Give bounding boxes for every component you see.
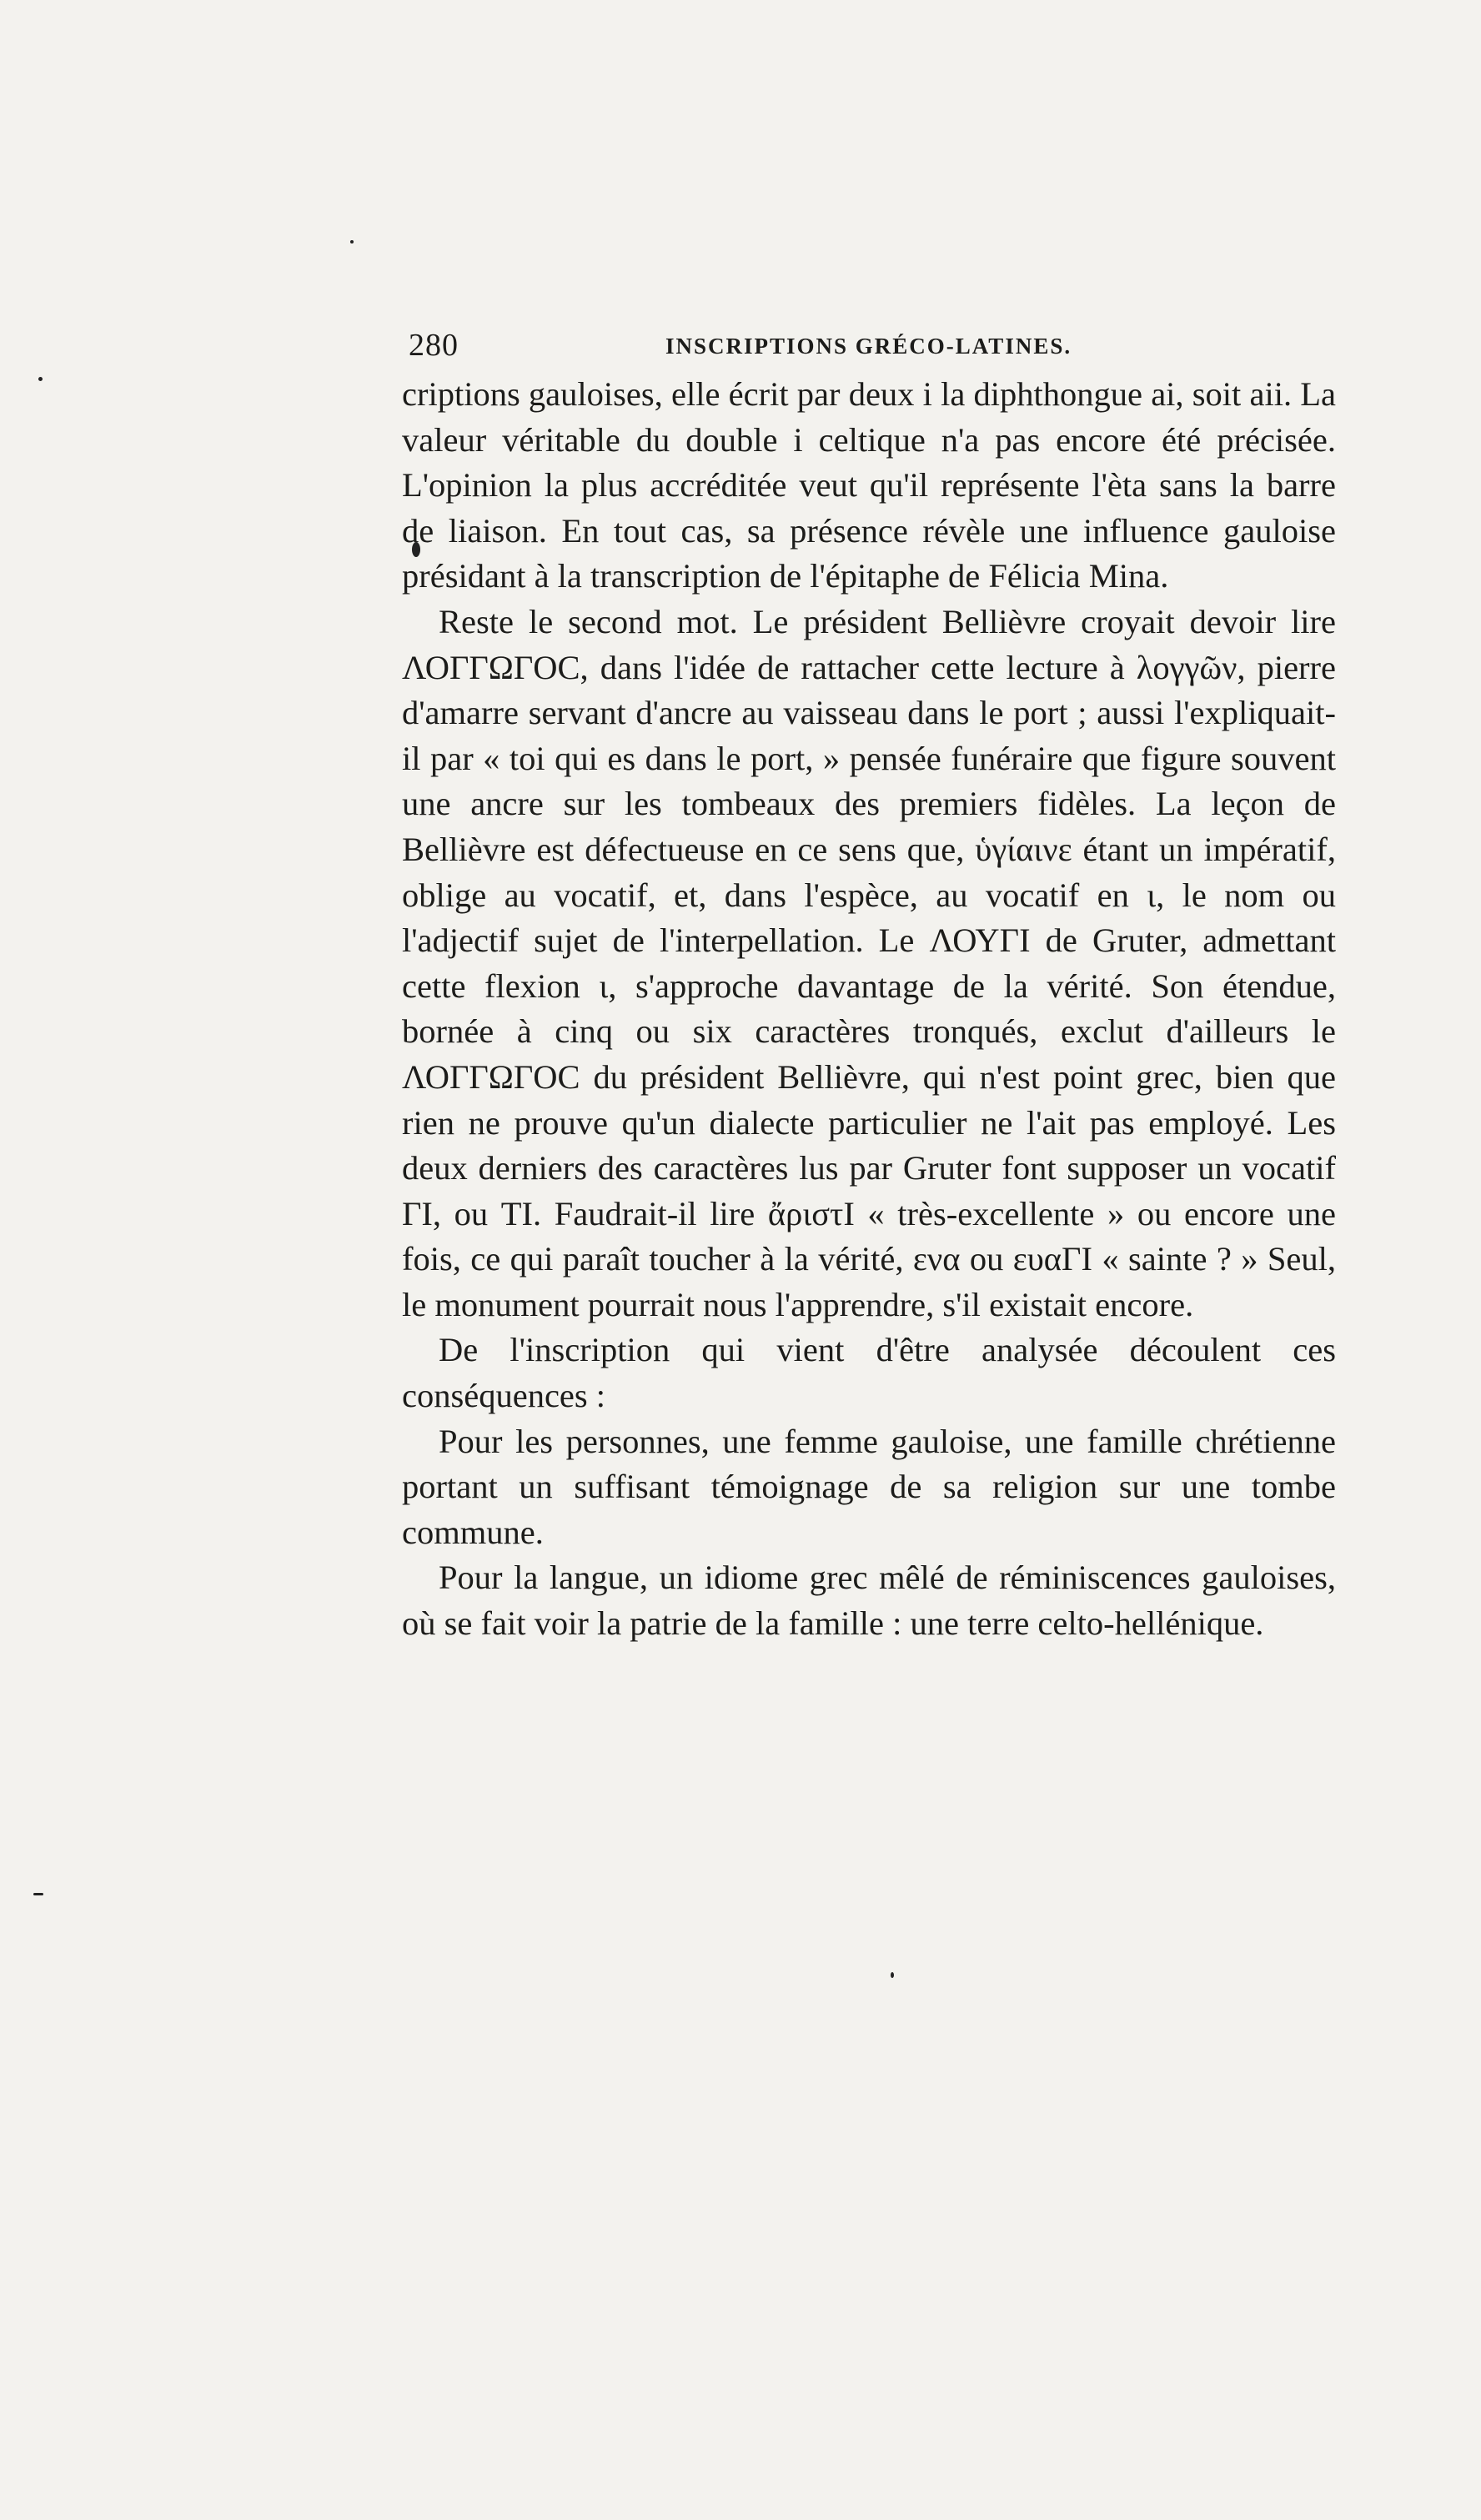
ink-dot xyxy=(33,1893,43,1895)
page-number: 280 xyxy=(409,328,459,363)
paragraph-continuation: criptions gauloises, elle écrit par deux i la diphthongue ai, soit aii. La valeur véritable du double i celtique n'a pas encore été précisée. L'opinion la plus accréditée veut qu'il représente l'èta sans la barre de liaison. En tout cas, sa présence révèle une influence gauloise présidant à la transcription de l'épitaphe de Félicia Mina. xyxy=(402,375,1336,595)
ink-dot xyxy=(891,1972,894,1978)
paragraph-reste-le-second-mot: Reste le second mot. Le président Bellièvre croyait devoir lire ΛΟΓΓΩΓΟC, dans l'idée de rattacher cette lecture à λογγῶν, pierre d'amarre servant d'ancre au vaisseau dans le port ; aussi l'expliquait-il par « toi qui es dans le port, » pensée funéraire que figure souvent une ancre sur les tombeaux des premiers fidèles. La leçon de Bellièvre est défectueuse en ce sens que, ὑγίαινε étant un impératif, oblige au vocatif, et, dans l'espèce, au vocatif en ι, le nom ou l'adjectif sujet de l'interpellation. Le ΛΟΥΓΙ de Gruter, admettant cette flexion ι, s'approche davantage de la vérité. Son étendue, bornée à cinq ou six caractères tronqués, exclut d'ailleurs le ΛΟΓΓΩΓΟC du président Bellièvre, qui n'est point grec, bien que rien ne prouve qu'un dialecte particulier ne l'ait pas employé. Les deux derniers des caractères lus par Gruter font supposer un vocatif ΓΙ, ou ΤΙ. Faudrait-il lire ἄριστΙ « très-excellente » ou encore une fois, ce qui paraît toucher à la vérité, ενα ou ευαΓΙ « sainte ? » Seul, le monument pourrait nous l'apprendre, s'il existait encore. xyxy=(402,602,1336,1323)
paragraph-personnes: Pour les personnes, une femme gauloise, une famille chrétienne portant un suffisant témoignage de sa religion sur une tombe commune. xyxy=(402,1422,1336,1551)
ink-dot xyxy=(350,240,354,243)
running-head: INSCRIPTIONS GRÉCO-LATINES. xyxy=(665,334,1072,359)
paragraph-langue: Pour la langue, un idiome grec mêlé de réminiscences gauloises, où se fait voir la patrie de la famille : une terre celto-hellénique. xyxy=(402,1559,1336,1643)
page-header xyxy=(409,327,1368,363)
body-text xyxy=(402,372,1336,1647)
ink-dot xyxy=(38,377,43,381)
paragraph-consequences: De l'inscription qui vient d'être analysée découlent ces conséquences : xyxy=(402,1331,1336,1415)
